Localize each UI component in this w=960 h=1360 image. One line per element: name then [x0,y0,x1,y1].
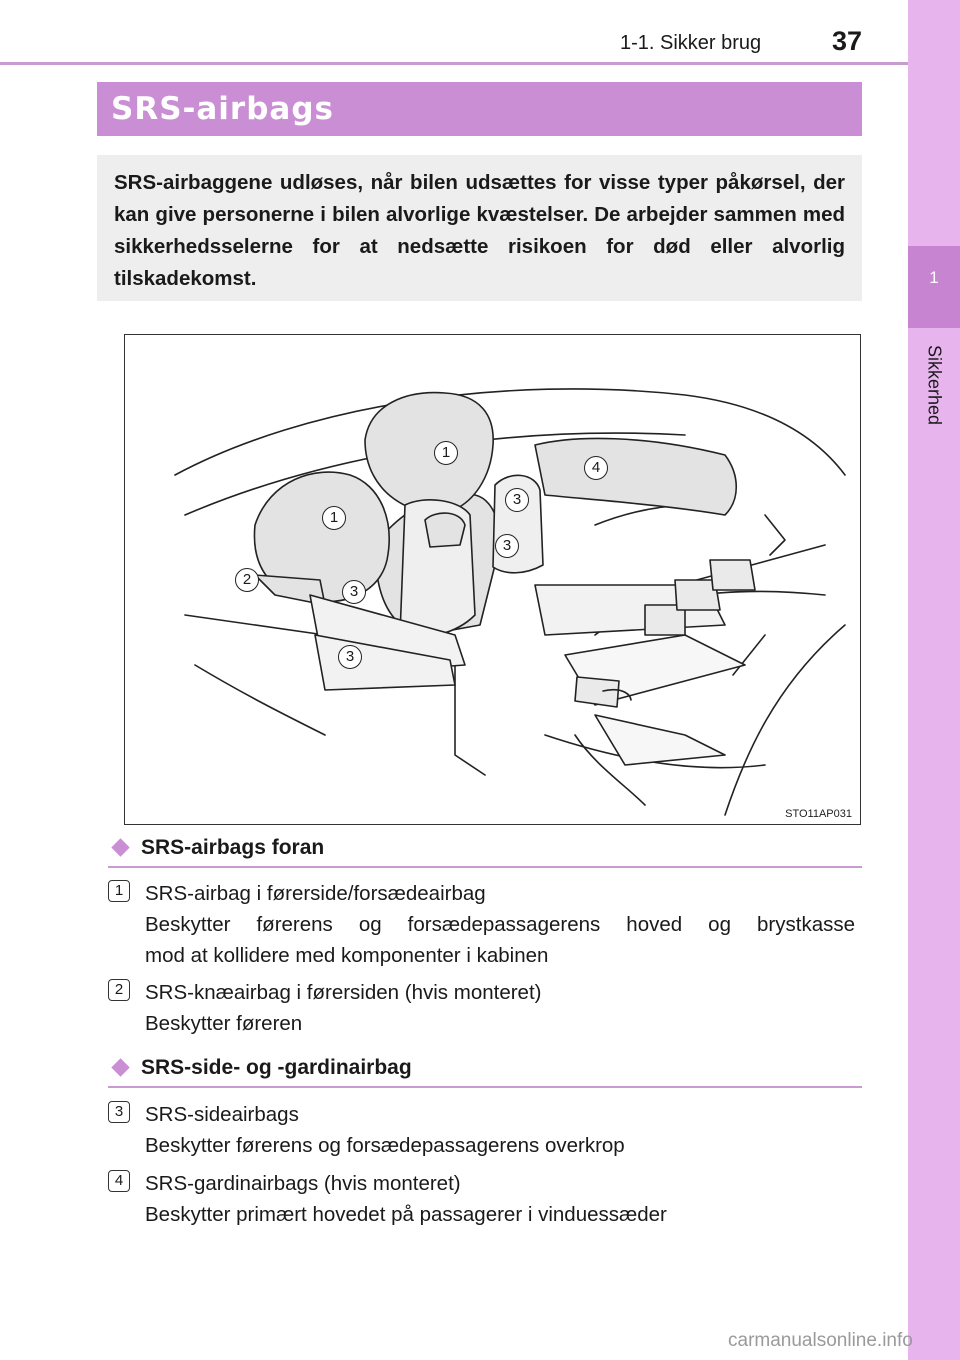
list-item [145,1099,855,1161]
chapter-tab-strip [908,0,960,1360]
section-rule [108,1086,862,1088]
callout-3d: 3 [338,645,362,669]
list-item [145,977,855,1039]
item-description-cont: mod at kollidere med komponenter i kabinen [145,944,549,967]
page-title: SRS-airbags [111,91,334,127]
item-description: Beskytter føreren [145,1012,303,1035]
item-description: Beskytter førerens og forsædepassagerens hoved og brystkasse [145,913,855,936]
callout-1b: 1 [322,506,346,530]
item-description: Beskytter førerens og forsædepassagerens overkrop [145,1134,625,1157]
page-number: 37 [832,26,863,56]
list-item [145,878,855,971]
item-description: Beskytter primært hovedet på passagerer i vinduessæder [145,1203,667,1226]
page-title-bar [97,82,862,136]
chapter-tab-label[interactable]: Sikkerhed [924,344,945,426]
callout-1a: 1 [434,441,458,465]
item-name: SRS-sideairbags [145,1103,299,1126]
diamond-bullet-icon [111,838,129,856]
callout-2: 2 [235,568,259,592]
callout-3b: 3 [495,534,519,558]
watermark-link[interactable]: carmanualsonline.info [728,1330,913,1351]
section-heading-side: SRS-side- og -gardinairbag [108,1056,412,1080]
item-number-badge: 2 [108,979,130,1001]
callout-3c: 3 [342,580,366,604]
chapter-tab-number: 1 [929,268,939,287]
callout-3a: 3 [505,488,529,512]
intro-box [97,155,862,301]
airbag-illustration [124,334,861,825]
item-number-badge: 4 [108,1170,130,1192]
section-reference: 1-1. Sikker brug [620,32,762,54]
section-heading-front: SRS-airbags foran [108,836,324,860]
item-name: SRS-gardinairbags (hvis monteret) [145,1172,461,1195]
list-item [145,1168,855,1230]
section-rule [108,866,862,868]
item-name: SRS-airbag i førerside/forsædeairbag [145,882,486,905]
intro-text: SRS-airbaggene udløses, når bilen udsættes for visse typer påkørsel, der kan give personerne i bilen alvorlige kvæstelser. De arbejder sammen med sikkerhedsselerne for at nedsætte risikoen for død eller alvorlig tilskadekomst. [114,171,845,290]
item-name: SRS-knæairbag i førersiden (hvis monteret) [145,981,542,1004]
header-rule [0,62,908,65]
item-number-badge: 1 [108,880,130,902]
item-number-badge: 3 [108,1101,130,1123]
diamond-bullet-icon [111,1058,129,1076]
figure-code: STO11AP031 [785,808,852,820]
callout-4: 4 [584,456,608,480]
